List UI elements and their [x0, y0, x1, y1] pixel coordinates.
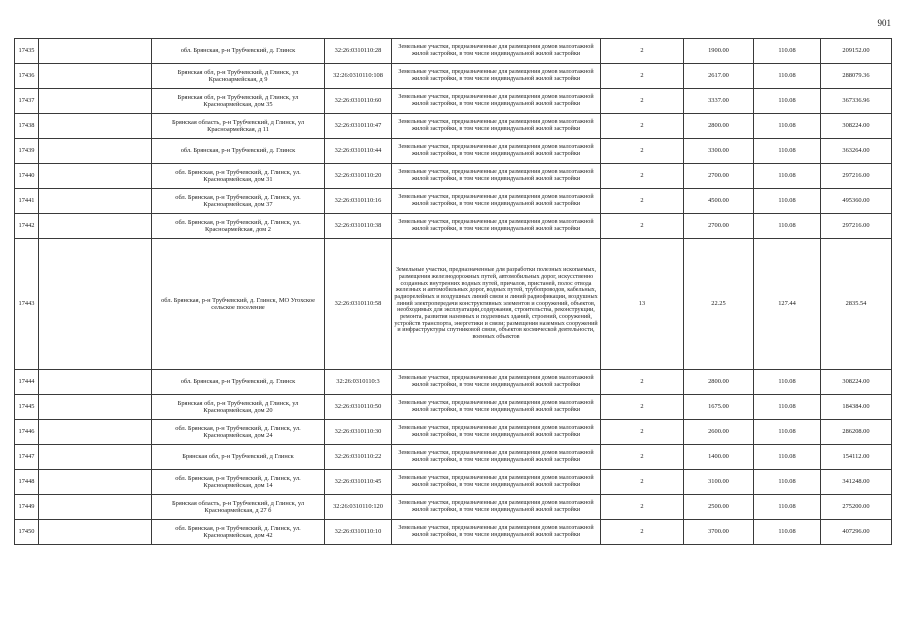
- land-use-cell: Земельные участки, предназначенные для размещения домов малоэтажной жилой застройки, в том числе индивидуальной жилой застройки: [392, 420, 601, 445]
- group-cell: 2: [601, 139, 684, 164]
- blank-cell: [39, 89, 152, 114]
- cadastral-value-cell: 154112.00: [821, 445, 892, 470]
- cadastral-value-cell: 367336.96: [821, 89, 892, 114]
- cadastral-value-cell: 275200.00: [821, 495, 892, 520]
- blank-cell: [39, 520, 152, 545]
- area-cell: 2700.00: [684, 214, 754, 239]
- table-row: [15, 420, 892, 445]
- blank-cell: [39, 189, 152, 214]
- cadastral-value-cell: 308224.00: [821, 370, 892, 395]
- area-cell: 1675.00: [684, 395, 754, 420]
- table-row: [15, 64, 892, 89]
- address-cell: обл. Брянская, р-н Трубчевский, д. Глинск, МО Угохское сельское поселение: [152, 239, 325, 370]
- blank-cell: [39, 64, 152, 89]
- blank-cell: [39, 445, 152, 470]
- row-number: 17449: [15, 495, 39, 520]
- land-use-cell: Земельные участки, предназначенные для размещения домов малоэтажной жилой застройки, в том числе индивидуальной жилой застройки: [392, 495, 601, 520]
- rate-cell: 110.08: [754, 114, 821, 139]
- rate-cell: 110.08: [754, 520, 821, 545]
- rate-cell: 110.08: [754, 395, 821, 420]
- cadastral-number-cell: 32:26:0310110:10: [325, 520, 392, 545]
- rate-cell: 110.08: [754, 445, 821, 470]
- group-cell: 2: [601, 470, 684, 495]
- cadastral-value-cell: 495360.00: [821, 189, 892, 214]
- cadastral-value-cell: 288079.36: [821, 64, 892, 89]
- row-number: 17443: [15, 239, 39, 370]
- rate-cell: 110.08: [754, 164, 821, 189]
- cadastral-value-cell: 308224.00: [821, 114, 892, 139]
- cadastral-value-cell: 286208.00: [821, 420, 892, 445]
- table-row: [15, 495, 892, 520]
- blank-cell: [39, 39, 152, 64]
- land-use-cell: Земельные участки, предназначенные для размещения домов малоэтажной жилой застройки, в том числе индивидуальной жилой застройки: [392, 89, 601, 114]
- cadastral-value-cell: 184384.00: [821, 395, 892, 420]
- address-cell: обл. Брянская, р-н Трубчевский, д. Глинск, ул. Красноармейская, дом 14: [152, 470, 325, 495]
- address-cell: Брянская область, р-н Трубчевский, д Глинск, ул Красноармейская, д 27 б: [152, 495, 325, 520]
- land-use-cell: Земельные участки, предназначенные для разработки полезных ископаемых, размещения железнодорожных путей, автомобильных дорог, искусственно созданных внутренних водных путей, причалов, пристаней, полос отвода железных и автомобильных дорог, водных путей, трубопроводов, кабельных, радиорелейных и воздушных линий связи и линий радиофикации, воздушных линий электропередачи конструктивных элементов и сооружений, объектов, необходимых для эксплуатации,содержания, строительства, реконструкции, ремонта, развития наземных и подземных зданий, строений, сооружений, устройств транспорта, энергетики и связи; размещения наземных сооружений и инфраструктуры спутниковой связи, объектов космической деятельности, военных объектов: [392, 239, 601, 370]
- cadastral-number-cell: 32:26:0310110:120: [325, 495, 392, 520]
- group-cell: 2: [601, 164, 684, 189]
- cadastral-number-cell: 32:26:0310110:20: [325, 164, 392, 189]
- blank-cell: [39, 370, 152, 395]
- cadastral-value-cell: 297216.00: [821, 214, 892, 239]
- rate-cell: 110.08: [754, 39, 821, 64]
- rate-cell: 127.44: [754, 239, 821, 370]
- row-number: 17436: [15, 64, 39, 89]
- row-number: 17448: [15, 470, 39, 495]
- blank-cell: [39, 164, 152, 189]
- rate-cell: 110.08: [754, 370, 821, 395]
- cadastral-number-cell: 32:26:0310110:16: [325, 189, 392, 214]
- area-cell: 2500.00: [684, 495, 754, 520]
- cadastral-number-cell: 32:26:0310110:45: [325, 470, 392, 495]
- rate-cell: 110.08: [754, 495, 821, 520]
- table-row: [15, 395, 892, 420]
- blank-cell: [39, 139, 152, 164]
- area-cell: 2800.00: [684, 114, 754, 139]
- land-use-cell: Земельные участки, предназначенные для размещения домов малоэтажной жилой застройки, в том числе индивидуальной жилой застройки: [392, 139, 601, 164]
- row-number: 17441: [15, 189, 39, 214]
- land-use-cell: Земельные участки, предназначенные для размещения домов малоэтажной жилой застройки, в том числе индивидуальной жилой застройки: [392, 445, 601, 470]
- address-cell: обл. Брянская, р-н Трубчевский, д. Глинск, ул. Красноармейская, дом 31: [152, 164, 325, 189]
- group-cell: 2: [601, 395, 684, 420]
- row-number: 17450: [15, 520, 39, 545]
- address-cell: обл. Брянская, р-н Трубчевский, д. Глинск: [152, 370, 325, 395]
- rate-cell: 110.08: [754, 139, 821, 164]
- area-cell: 3337.00: [684, 89, 754, 114]
- address-cell: Брянская обл, р-н Трубчевский, д Глинск, ул Красноармейская, д 9: [152, 64, 325, 89]
- table-row: [15, 470, 892, 495]
- cadastral-number-cell: 32:26:0310110:28: [325, 39, 392, 64]
- table-row: [15, 89, 892, 114]
- table-row: [15, 214, 892, 239]
- rate-cell: 110.08: [754, 89, 821, 114]
- group-cell: 2: [601, 495, 684, 520]
- row-number: 17439: [15, 139, 39, 164]
- address-cell: Брянская область, р-н Трубчевский, д Глинск, ул Красноармейская, д 11: [152, 114, 325, 139]
- land-use-cell: Земельные участки, предназначенные для размещения домов малоэтажной жилой застройки, в том числе индивидуальной жилой застройки: [392, 164, 601, 189]
- group-cell: 2: [601, 214, 684, 239]
- rate-cell: 110.08: [754, 64, 821, 89]
- area-cell: 3300.00: [684, 139, 754, 164]
- rate-cell: 110.08: [754, 470, 821, 495]
- area-cell: 3700.00: [684, 520, 754, 545]
- table-body: [15, 39, 892, 545]
- cadastral-value-table: [14, 38, 892, 545]
- row-number: 17445: [15, 395, 39, 420]
- area-cell: 22.25: [684, 239, 754, 370]
- group-cell: 2: [601, 420, 684, 445]
- row-number: 17437: [15, 89, 39, 114]
- land-use-cell: Земельные участки, предназначенные для размещения домов малоэтажной жилой застройки, в том числе индивидуальной жилой застройки: [392, 214, 601, 239]
- table-row: [15, 164, 892, 189]
- row-number: 17447: [15, 445, 39, 470]
- area-cell: 3100.00: [684, 470, 754, 495]
- address-cell: обл. Брянская, р-н Трубчевский, д. Глинск, ул. Красноармейская, дом 42: [152, 520, 325, 545]
- cadastral-value-cell: 2835.54: [821, 239, 892, 370]
- group-cell: 2: [601, 64, 684, 89]
- cadastral-number-cell: 32:26:0310110:3: [325, 370, 392, 395]
- blank-cell: [39, 114, 152, 139]
- row-number: 17446: [15, 420, 39, 445]
- cadastral-number-cell: 32:26:0310110:60: [325, 89, 392, 114]
- row-number: 17442: [15, 214, 39, 239]
- group-cell: 2: [601, 114, 684, 139]
- row-number: 17438: [15, 114, 39, 139]
- blank-cell: [39, 420, 152, 445]
- cadastral-value-cell: 407296.00: [821, 520, 892, 545]
- cadastral-number-cell: 32:26:0310110:22: [325, 445, 392, 470]
- cadastral-number-cell: 32:26:0310110:58: [325, 239, 392, 370]
- group-cell: 13: [601, 239, 684, 370]
- row-number: 17444: [15, 370, 39, 395]
- table-row: [15, 445, 892, 470]
- address-cell: обл. Брянская, р-н Трубчевский, д. Глинск: [152, 139, 325, 164]
- table-row: [15, 39, 892, 64]
- land-use-cell: Земельные участки, предназначенные для размещения домов малоэтажной жилой застройки, в том числе индивидуальной жилой застройки: [392, 520, 601, 545]
- land-use-cell: Земельные участки, предназначенные для размещения домов малоэтажной жилой застройки, в том числе индивидуальной жилой застройки: [392, 395, 601, 420]
- area-cell: 4500.00: [684, 189, 754, 214]
- cadastral-value-cell: 297216.00: [821, 164, 892, 189]
- page-number: 901: [877, 18, 891, 28]
- group-cell: 2: [601, 520, 684, 545]
- land-use-cell: Земельные участки, предназначенные для размещения домов малоэтажной жилой застройки, в том числе индивидуальной жилой застройки: [392, 470, 601, 495]
- address-cell: Брянская обл, р-н Трубчевский, д Глинск, ул Красноармейская, дом 20: [152, 395, 325, 420]
- area-cell: 2800.00: [684, 370, 754, 395]
- blank-cell: [39, 214, 152, 239]
- rate-cell: 110.08: [754, 214, 821, 239]
- cadastral-number-cell: 32:26:0310110:44: [325, 139, 392, 164]
- cadastral-number-cell: 32:26:0310110:108: [325, 64, 392, 89]
- group-cell: 2: [601, 445, 684, 470]
- group-cell: 2: [601, 39, 684, 64]
- blank-cell: [39, 470, 152, 495]
- group-cell: 2: [601, 370, 684, 395]
- address-cell: Брянская обл, р-н Трубчевский, д Глинск: [152, 445, 325, 470]
- table-row: [15, 239, 892, 370]
- address-cell: Брянская обл, р-н Трубчевский, д Глинск, ул Красноармейская, дом 35: [152, 89, 325, 114]
- address-cell: обл. Брянская, р-н Трубчевский, д. Глинск, ул. Красноармейская, дом 24: [152, 420, 325, 445]
- land-use-cell: Земельные участки, предназначенные для размещения домов малоэтажной жилой застройки, в том числе индивидуальной жилой застройки: [392, 39, 601, 64]
- land-use-cell: Земельные участки, предназначенные для размещения домов малоэтажной жилой застройки, в том числе индивидуальной жилой застройки: [392, 114, 601, 139]
- cadastral-value-cell: 363264.00: [821, 139, 892, 164]
- row-number: 17435: [15, 39, 39, 64]
- land-use-cell: Земельные участки, предназначенные для размещения домов малоэтажной жилой застройки, в том числе индивидуальной жилой застройки: [392, 370, 601, 395]
- table-row: [15, 370, 892, 395]
- rate-cell: 110.08: [754, 189, 821, 214]
- land-use-cell: Земельные участки, предназначенные для размещения домов малоэтажной жилой застройки, в том числе индивидуальной жилой застройки: [392, 64, 601, 89]
- area-cell: 2700.00: [684, 164, 754, 189]
- cadastral-value-cell: 209152.00: [821, 39, 892, 64]
- land-use-cell: Земельные участки, предназначенные для размещения домов малоэтажной жилой застройки, в том числе индивидуальной жилой застройки: [392, 189, 601, 214]
- cadastral-number-cell: 32:26:0310110:38: [325, 214, 392, 239]
- area-cell: 1900.00: [684, 39, 754, 64]
- table-row: [15, 189, 892, 214]
- area-cell: 1400.00: [684, 445, 754, 470]
- table-row: [15, 520, 892, 545]
- blank-cell: [39, 239, 152, 370]
- cadastral-number-cell: 32:26:0310110:47: [325, 114, 392, 139]
- group-cell: 2: [601, 189, 684, 214]
- area-cell: 2600.00: [684, 420, 754, 445]
- address-cell: обл. Брянская, р-н Трубчевский, д. Глинск, ул. Красноармейская, дом 2: [152, 214, 325, 239]
- address-cell: обл. Брянская, р-н Трубчевский, д. Глинск: [152, 39, 325, 64]
- cadastral-value-cell: 341248.00: [821, 470, 892, 495]
- blank-cell: [39, 395, 152, 420]
- table-row: [15, 139, 892, 164]
- cadastral-number-cell: 32:26:0310110:50: [325, 395, 392, 420]
- address-cell: обл. Брянская, р-н Трубчевский, д. Глинск, ул. Красноармейская, дом 37: [152, 189, 325, 214]
- rate-cell: 110.08: [754, 420, 821, 445]
- blank-cell: [39, 495, 152, 520]
- table-row: [15, 114, 892, 139]
- area-cell: 2617.00: [684, 64, 754, 89]
- cadastral-number-cell: 32:26:0310110:30: [325, 420, 392, 445]
- group-cell: 2: [601, 89, 684, 114]
- row-number: 17440: [15, 164, 39, 189]
